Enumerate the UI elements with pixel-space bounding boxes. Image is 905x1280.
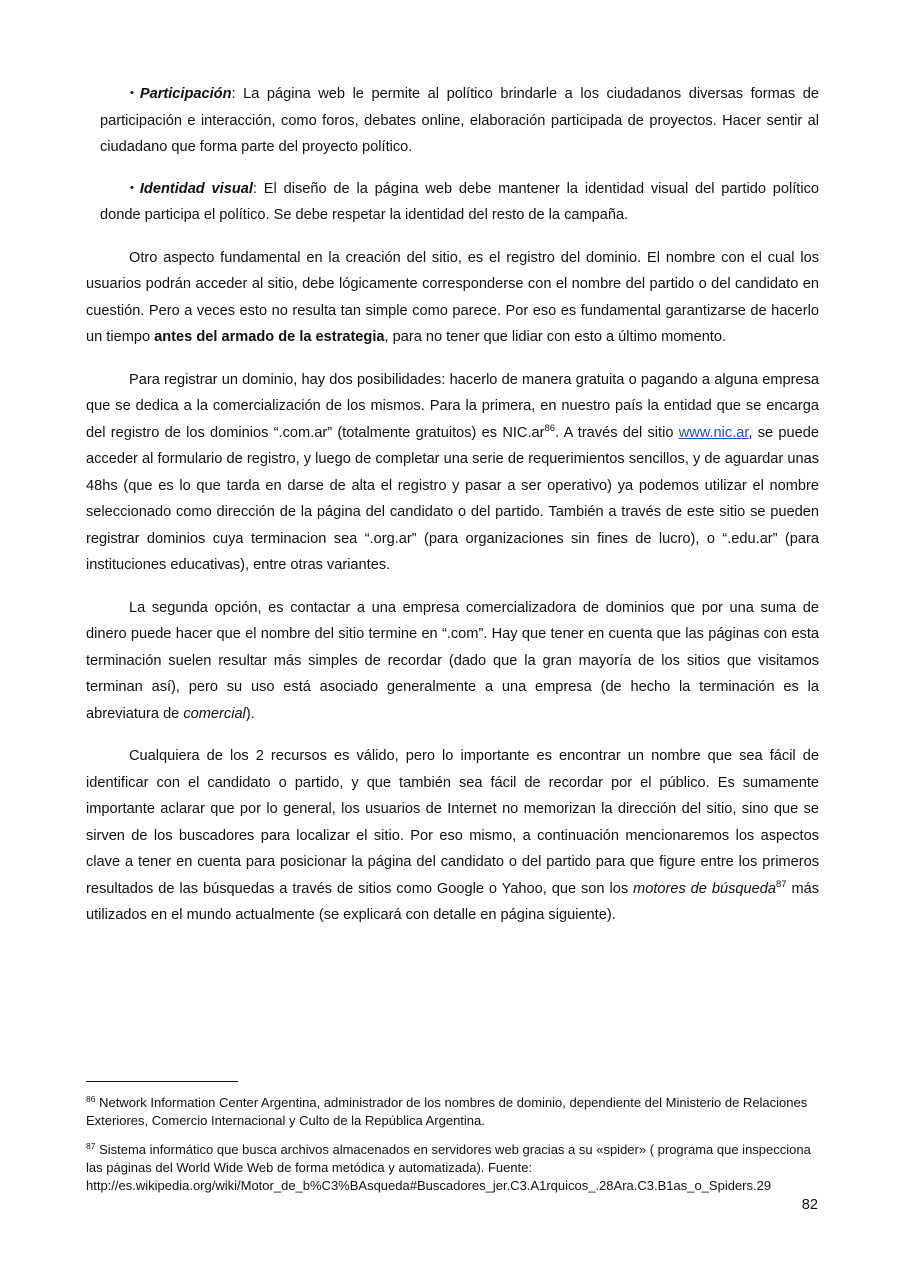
- paragraph-text: , se puede acceder al formulario de registro, y luego de completar una serie de requerimientos sencillos, y de aguardar unas 48hs (que es lo que tarda en darse de alta el registro y pasar a ser operativo) ya podemos utilizar el nombre seleccionado como dirección de la página del candidato o del partido. También a través de este sitio se pueden registrar dominios cuya terminacion sea “.org.ar” (para organizaciones sin fines de lucro), o “.edu.ar” (para instituciones educativas), entre otras variantes.: [86, 424, 819, 573]
- footnote-separator: [86, 1081, 238, 1082]
- paragraph-text: Cualquiera de los 2 recursos es válido, pero lo importante es encontrar un nombre que sea fácil de identificar con el candidato o partido, y que también sea fácil de recordar por el público. Es sumamente importante aclarar que por lo general, los usuarios de Internet no memorizan la dirección del sitio, sino que se sirven de los buscadores para localizar el sitio. Por eso mismo, a continuación mencionaremos los aspectos clave a tener en cuenta para posicionar la página del candidato o del partido para que figure entre los primeros resultados de las búsquedas a través de sitios como Google o Yahoo, que son los: [86, 748, 819, 897]
- paragraph-text: . A través del sitio: [555, 424, 679, 441]
- paragraph-text: ).: [245, 705, 255, 722]
- bullet-text: : El diseño de la página web debe mantener la identidad visual del partido político donde participa el político. Se debe respetar la identidad del resto de la campaña.: [100, 180, 819, 223]
- bullet-term: Identidad visual: [139, 180, 253, 197]
- footnotes: [86, 1094, 819, 1205]
- paragraph-text: , para no tener que lidiar con esto a último momento.: [384, 329, 727, 345]
- footnote-87: [86, 1141, 819, 1196]
- bullet-participacion: [86, 80, 819, 161]
- bullet-identidad-visual: [86, 175, 819, 229]
- bullet-dot-icon: •: [130, 87, 134, 99]
- bullet-dot-icon: •: [130, 181, 134, 194]
- page-body: [86, 80, 819, 945]
- footnote-ref-87[interactable]: 87: [775, 878, 787, 890]
- page-number: 82: [801, 1197, 818, 1213]
- paragraph-bold: antes del armado de la estrategia: [154, 329, 385, 345]
- bullet-term: Participación: [139, 86, 232, 102]
- footnote-86: [86, 1094, 819, 1131]
- footnote-text: Network Information Center Argentina, administrador de los nombres de dominio, dependiente del Ministerio de Relaciones Exteriores, Comercio Internacional y Culto de la República Argentina.: [86, 1095, 808, 1129]
- paragraph-text: La segunda opción, es contactar a una empresa comercializadora de dominios que por una suma de dinero puede hacer que el nombre del sitio termine en “.com”. Hay que tener en cuenta que las páginas con esta terminación suelen resultar más simples de recordar (dado que la gran mayoría de los sitios que visitamos terminan así), pero su uso está asociado generalmente a una empresa (de hecho la terminación es la abreviatura de: [86, 599, 819, 722]
- paragraph-text: Otro aspecto fundamental en la creación del sitio, es el registro del dominio. El nombre con el cual los usuarios podrán acceder al sitio, debe lógicamente corresponderse con el nombre del partido o del candidato en cuestión. Pero a veces esto no resulta tan simple como parece. Por eso es fundamental garantizarse de hacerlo un tiempo: [86, 249, 819, 345]
- paragraph-italic: comercial: [183, 705, 246, 722]
- bullet-text: : La página web le permite al político brindarle a los ciudadanos diversas formas de participación e interacción, como foros, debates online, elaboración participada de proyectos. Hacer sentir al ciudadano que forma parte del proyecto político.: [100, 86, 819, 155]
- footnote-text: Sistema informático que busca archivos almacenados en servidores web gracias a su «spider» ( programa que inspecciona las páginas del World Wide Web de forma metódica y automatizada). Fuente: http://es.wikipedia.org/wiki/Motor_de_b%C3%BAsqueda#Buscadores_jer.C3.A1rquicos_.28Ara.C3.B1as_o_Spiders.29: [86, 1141, 811, 1194]
- paragraph-posibilidades: [86, 367, 819, 579]
- footnote-number: 86: [86, 1094, 96, 1104]
- paragraph-italic: motores de búsqueda: [633, 880, 776, 897]
- paragraph-text: más utilizados en el mundo actualmente (se explicará con detalle en página siguiente).: [86, 880, 820, 923]
- paragraph-registro-dominio: [86, 245, 819, 351]
- paragraph-segunda-opcion: [86, 595, 819, 728]
- paragraph-recursos: [86, 743, 819, 929]
- nic-ar-link[interactable]: www.nic.ar: [678, 424, 749, 441]
- footnote-number: 87: [86, 1140, 96, 1151]
- paragraph-text: Para registrar un dominio, hay dos posibilidades: hacerlo de manera gratuita o pagando a alguna empresa que se dedica a la comercialización de los mismos. Para la primera, en nuestro país la entidad que se encarga del registro de los dominios “.com.ar” (totalmente gratuitos) es NIC.ar: [86, 371, 819, 441]
- footnote-ref-86[interactable]: 86: [544, 422, 556, 434]
